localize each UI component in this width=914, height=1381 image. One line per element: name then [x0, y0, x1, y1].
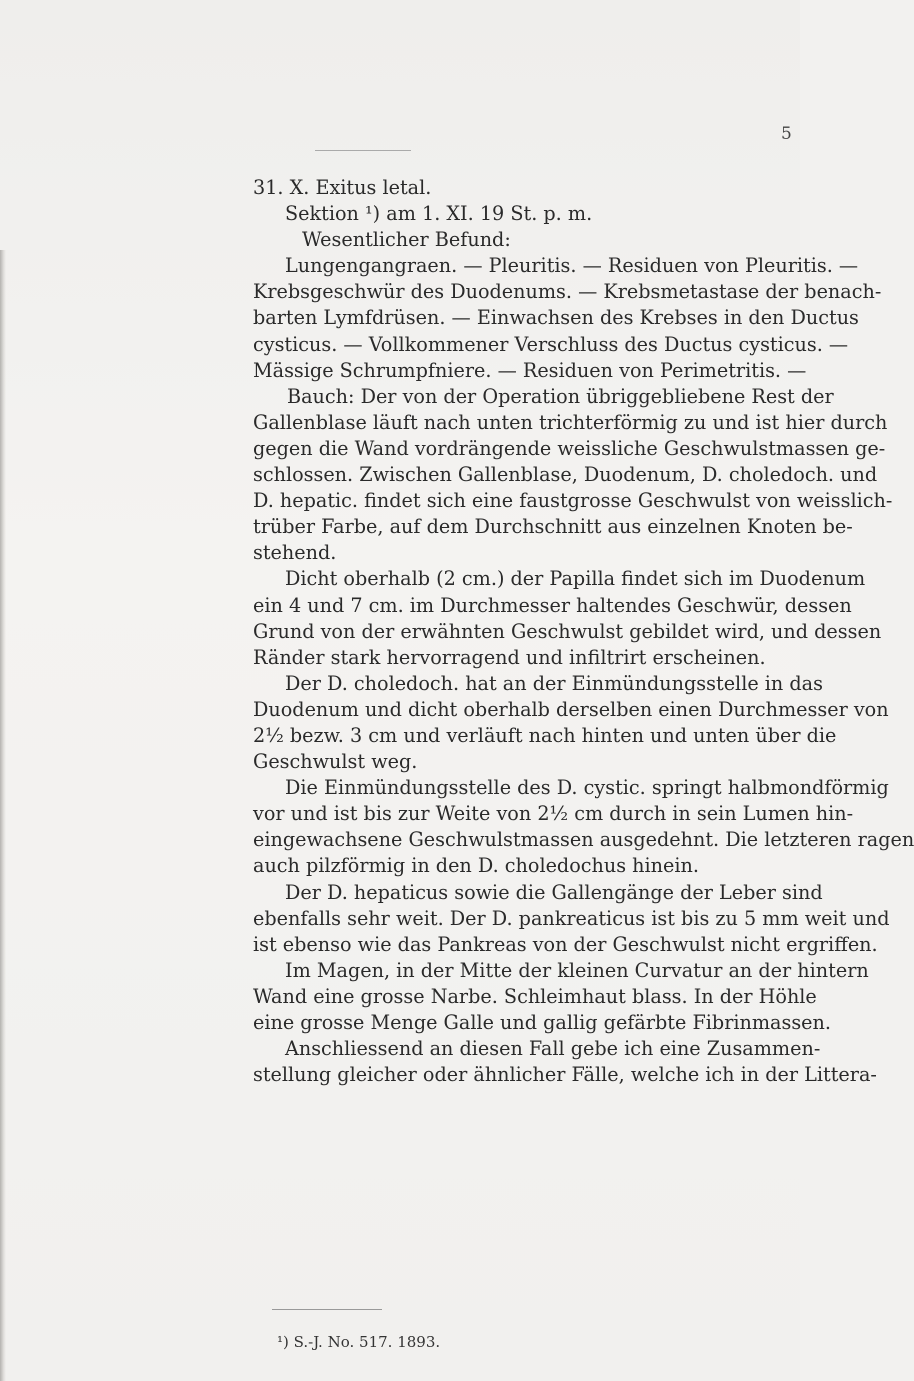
- text-line: stellung gleicher oder ähnlicher Fälle, welche ich in der Littera-: [253, 1063, 877, 1087]
- text-line: Sektion ¹) am 1. XI. 19 St. p. m.: [285, 202, 593, 226]
- text-line: D. hepatic. findet sich eine faustgrosse Geschwulst von weisslich-: [253, 489, 893, 513]
- header-rule: [315, 150, 411, 151]
- text-line: Der D. choledoch. hat an der Einmündungsstelle in das: [285, 671, 823, 695]
- text-line: 2½ bezw. 3 cm und verläuft nach hinten und unten über die: [253, 723, 837, 747]
- text-line: Wand eine grosse Narbe. Schleimhaut blass. In der Höhle: [253, 984, 817, 1008]
- text-line: eingewachsene Geschwulstmassen ausgedehnt. Die letzteren ragen: [253, 828, 914, 852]
- text-line: ist ebenso wie das Pankreas von der Geschwulst nicht ergriffen.: [253, 932, 878, 956]
- text-line: trüber Farbe, auf dem Durchschnitt aus einzelnen Knoten be-: [253, 515, 853, 539]
- text-line: Gallenblase läuft nach unten trichterförmig zu und ist hier durch: [253, 410, 888, 434]
- text-line: Ränder stark hervorragend und infiltrirt erscheinen.: [253, 645, 766, 669]
- text-line: Anschliessend an diesen Fall gebe ich eine Zusammen-: [285, 1037, 821, 1061]
- text-line: cysticus. — Vollkommener Verschluss des Ductus cysticus. —: [253, 332, 849, 356]
- text-line: Dicht oberhalb (2 cm.) der Papilla findet sich im Duodenum: [285, 567, 866, 591]
- text-line: Geschwulst weg.: [253, 750, 418, 774]
- footnote: ¹) S.-J. No. 517. 1893.: [277, 1333, 441, 1351]
- page-number: 5: [781, 124, 792, 144]
- text-line: Grund von der erwähnten Geschwulst gebildet wird, und dessen: [253, 619, 882, 643]
- text-line: Lungengangraen. — Pleuritis. — Residuen von Pleuritis. —: [285, 254, 859, 278]
- text-line: vor und ist bis zur Weite von 2½ cm durch in sein Lumen hin-: [253, 802, 854, 826]
- text-line: eine grosse Menge Galle und gallig gefärbte Fibrinmassen.: [253, 1011, 831, 1034]
- text-line: Mässige Schrumpfniere. — Residuen von Perimetritis. —: [253, 358, 807, 382]
- case-heading: 31. X. Exitus letal.: [253, 176, 432, 199]
- text-line: ebenfalls sehr weit. Der D. pankreaticus ist bis zu 5 mm weit und: [253, 906, 890, 930]
- text-line: Bauch: Der von der Operation übriggebliebene Rest der: [287, 384, 834, 408]
- text-line: auch pilzförmig in den D. choledochus hinein.: [253, 854, 699, 878]
- text-line: ein 4 und 7 cm. im Durchmesser haltendes Geschwür, dessen: [253, 593, 852, 617]
- text-line: gegen die Wand vordrängende weissliche Geschwulstmassen ge-: [253, 436, 886, 460]
- footnote-rule: [272, 1309, 382, 1310]
- section-label: Wesentlicher Befund:: [302, 228, 511, 252]
- text-line: Krebsgeschwür des Duodenums. — Krebsmetastase der benach-: [253, 280, 882, 304]
- text-line: stehend.: [253, 541, 337, 565]
- page-edge-shadow: [0, 250, 6, 1381]
- body-text: [253, 175, 914, 1088]
- text-line: Im Magen, in der Mitte der kleinen Curvatur an der hintern: [285, 958, 869, 982]
- text-line: Die Einmündungsstelle des D. cystic. springt halbmondförmig: [285, 776, 889, 800]
- text-line: schlossen. Zwischen Gallenblase, Duodenum, D. choledoch. und: [253, 463, 878, 487]
- text-line: barten Lymfdrüsen. — Einwachsen des Krebses in den Ductus: [253, 306, 859, 330]
- text-line: Duodenum und dicht oberhalb derselben einen Durchmesser von: [253, 697, 889, 721]
- text-line: Der D. hepaticus sowie die Gallengänge der Leber sind: [285, 880, 823, 904]
